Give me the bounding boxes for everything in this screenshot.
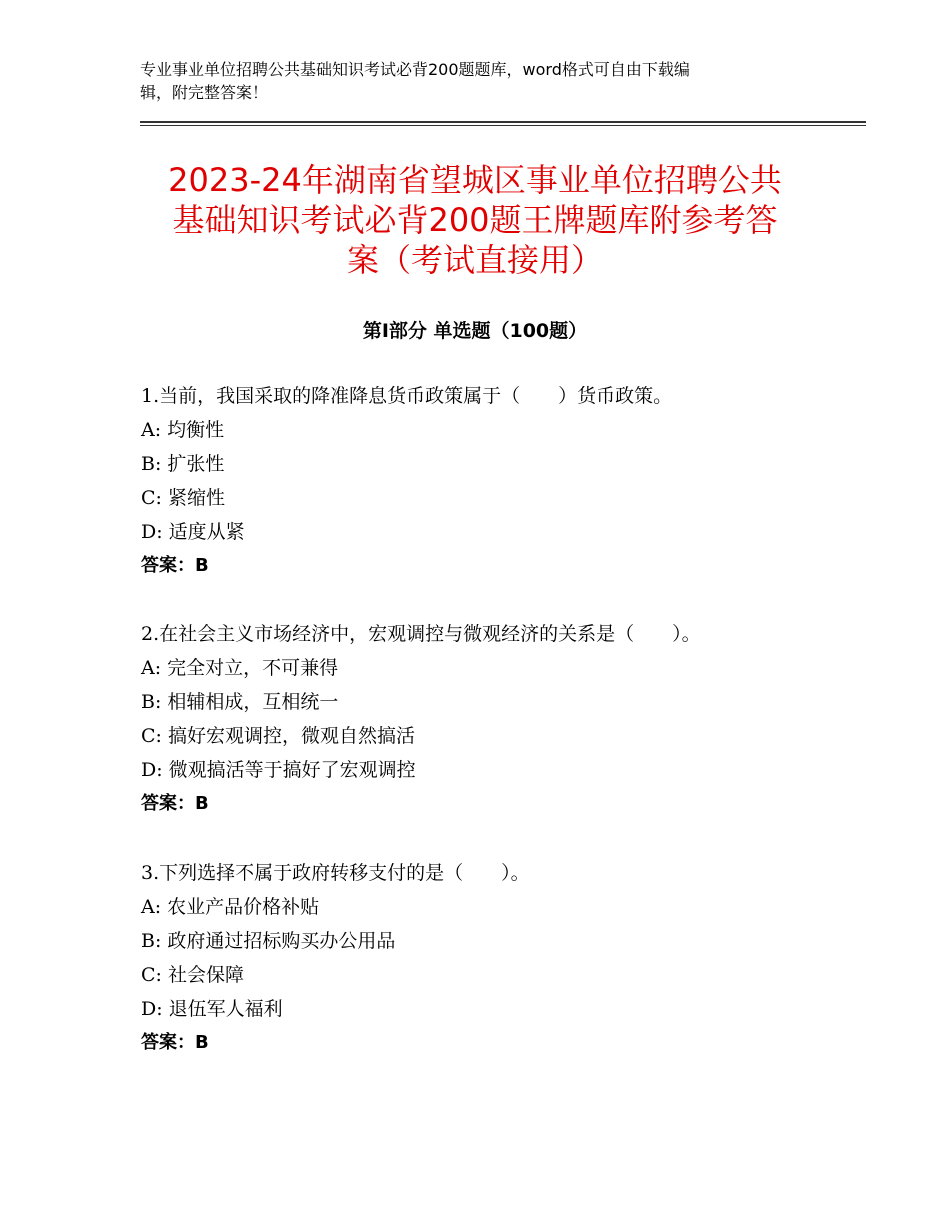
header-divider-thin bbox=[140, 125, 866, 126]
option-b: B: 扩张性 bbox=[141, 453, 225, 475]
option-c: C: 紧缩性 bbox=[141, 487, 225, 509]
option-a: A: 农业产品价格补贴 bbox=[141, 896, 320, 918]
option-a: A: 均衡性 bbox=[141, 419, 225, 441]
question-1 bbox=[141, 384, 841, 588]
title-line-2: 基础知识考试必背200题王牌题库附参考答 bbox=[172, 201, 778, 239]
header-note-line-2: 辑，附完整答案！ bbox=[140, 83, 269, 102]
question-stem: 2.在社会主义市场经济中，宏观调控与微观经济的关系是（ ）。 bbox=[141, 623, 701, 645]
question-stem: 1.当前，我国采取的降准降息货币政策属于（ ）货币政策。 bbox=[141, 385, 673, 407]
answer: 答案：B bbox=[141, 793, 209, 814]
option-b: B: 相辅相成，互相统一 bbox=[141, 691, 339, 713]
option-d: D: 适度从紧 bbox=[141, 521, 245, 543]
answer: 答案：B bbox=[141, 1032, 209, 1053]
title-line-3: 案（考试直接用） bbox=[346, 241, 603, 279]
title-line-1: 2023-24年湖南省望城区事业单位招聘公共 bbox=[168, 161, 782, 199]
header-note-line-1: 专业事业单位招聘公共基础知识考试必背200题题库，word格式可自由下载编 bbox=[140, 60, 690, 79]
question-2 bbox=[141, 622, 841, 826]
answer: 答案：B bbox=[141, 555, 209, 576]
document-title bbox=[140, 160, 810, 280]
header-note bbox=[140, 58, 800, 104]
option-b: B: 政府通过招标购买办公用品 bbox=[141, 930, 396, 952]
option-a: A: 完全对立，不可兼得 bbox=[141, 657, 339, 679]
option-d: D: 退伍军人福利 bbox=[141, 998, 283, 1020]
option-c: C: 搞好宏观调控，微观自然搞活 bbox=[141, 725, 415, 747]
question-stem: 3.下列选择不属于政府转移支付的是（ ）。 bbox=[141, 862, 530, 884]
section-heading: 第Ⅰ部分 单选题（100题） bbox=[362, 320, 588, 342]
question-3 bbox=[141, 861, 841, 1065]
header-divider-thick bbox=[140, 121, 866, 123]
option-c: C: 社会保障 bbox=[141, 964, 244, 986]
option-d: D: 微观搞活等于搞好了宏观调控 bbox=[141, 759, 416, 781]
